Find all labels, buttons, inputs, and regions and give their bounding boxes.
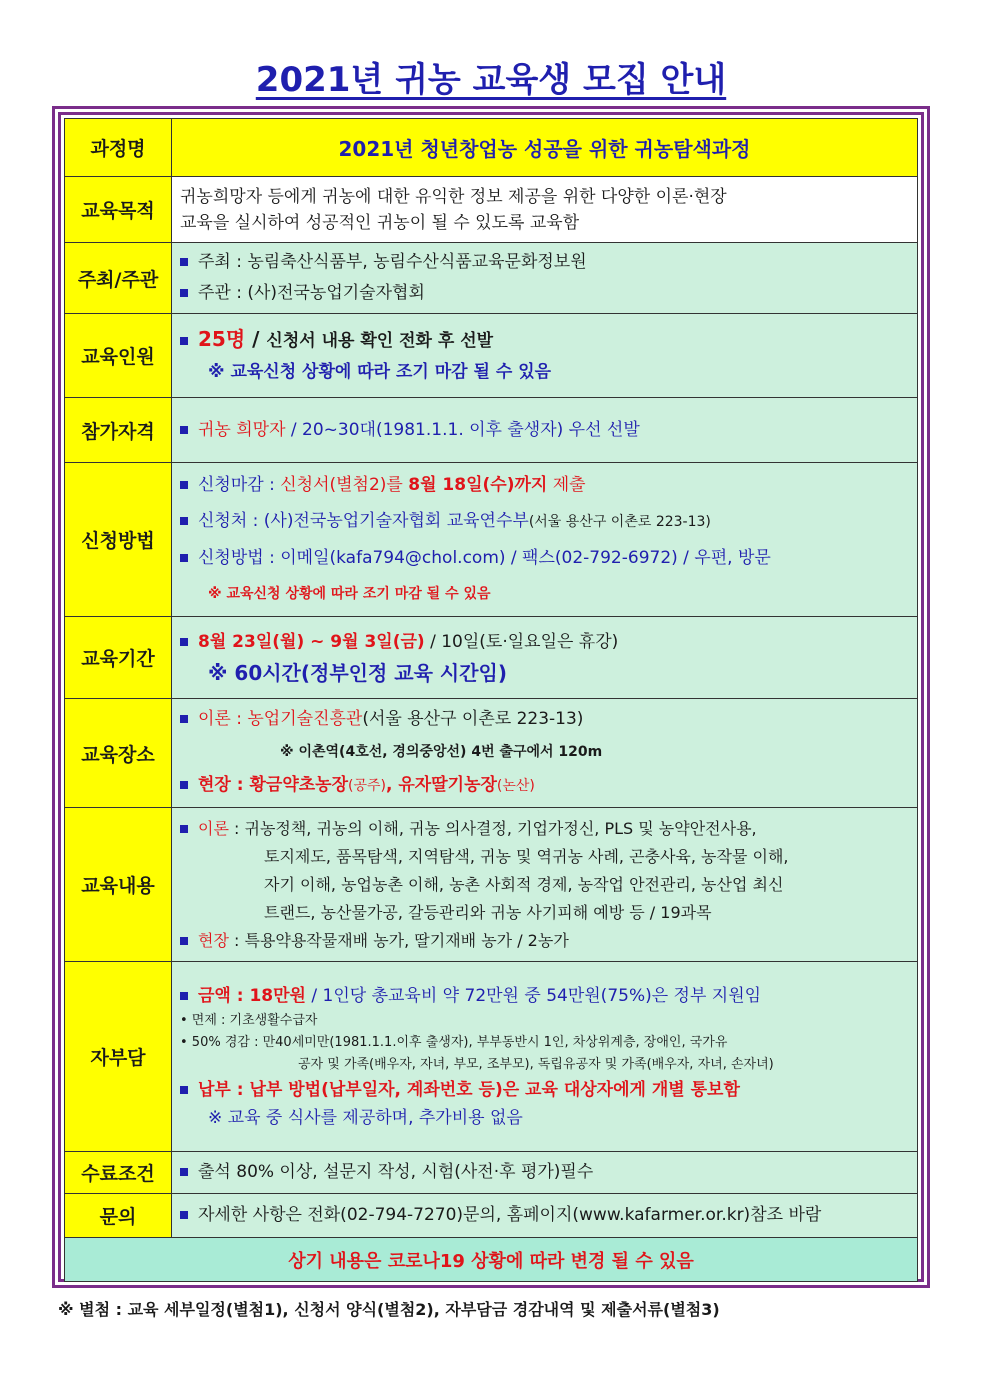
row-label: 참가자격 — [65, 398, 172, 463]
row-label: 과정명 — [65, 119, 172, 177]
row-host — [65, 243, 918, 314]
row-label: 교육내용 — [65, 808, 172, 962]
count-number: 25명 — [198, 326, 246, 351]
row-period — [65, 617, 918, 699]
place-theory-address: (서울 용산구 이촌로 223-13) — [362, 709, 584, 729]
bullet-icon — [180, 337, 188, 345]
period-dates: 8월 23일(월) ~ 9월 3일(금) — [198, 631, 425, 652]
apply-note: ※ 교육신청 상황에 따라 조기 마감 될 수 있음 — [208, 586, 491, 602]
apply-content — [172, 463, 918, 617]
bullet-icon — [180, 1211, 188, 1219]
place-field-1: 현장 : 황금약초농장 — [198, 775, 349, 795]
place-field-1-city: (공주) — [348, 778, 386, 794]
content-field-label: 현장 — [198, 930, 229, 950]
bullet-icon — [180, 937, 188, 945]
row-label: 교육목적 — [65, 177, 172, 243]
count-rest: 신청서 내용 확인 전화 후 선발 — [266, 330, 494, 351]
host-line: 주최 : 농림축산식품부, 농림수산식품교육문화정보원 — [198, 252, 587, 272]
fee-exemption: • 면제 : 기초생활수급자 — [180, 1012, 318, 1028]
bullet-icon — [180, 1086, 188, 1094]
row-label: 교육장소 — [65, 699, 172, 808]
fee-amount: 금액 : 18만원 — [198, 985, 306, 1006]
bullet-icon — [180, 554, 188, 562]
content-line: 토지제도, 품목탐색, 지역탐색, 귀농 및 역귀농 사례, 곤충사육, 농작물 이해, — [264, 846, 789, 866]
apply-deadline-label: 신청마감 : — [198, 475, 281, 495]
count-content — [172, 314, 918, 398]
fee-reduction-cont: 공자 및 가족(배우자, 자녀, 부모, 조부모), 독립유공자 및 가족(배우자, 자녀, 손자녀) — [298, 1056, 774, 1072]
row-apply — [65, 463, 918, 617]
inquiry-value: 자세한 사항은 전화(02-794-7270)문의, 홈페이지(www.kafarmer.or.kr)참조 바람 — [198, 1205, 822, 1225]
row-inquiry — [65, 1194, 918, 1238]
content-line: : 귀농정책, 귀농의 이해, 귀농 의사결정, 기업가정신, PLS 및 농약안전사용, — [228, 818, 757, 838]
period-content — [172, 617, 918, 699]
bullet-icon — [180, 426, 188, 434]
apply-deadline-submit: 제출 — [547, 475, 586, 495]
row-place — [65, 699, 918, 808]
inquiry-content — [172, 1194, 918, 1238]
row-qualification — [65, 398, 918, 463]
row-content — [65, 808, 918, 962]
fee-meal-note: ※ 교육 중 식사를 제공하며, 추가비용 없음 — [208, 1107, 523, 1128]
row-course — [65, 119, 918, 177]
slash: / — [245, 326, 267, 351]
fee-content — [172, 962, 918, 1152]
qualification-content — [172, 398, 918, 463]
content-line: 자기 이해, 농업농촌 이해, 농촌 사회적 경제, 농작업 안전관리, 농산업 최신 — [264, 874, 784, 894]
fee-payment: 납부 : 납부 방법(납부일자, 계좌번호 등)은 교육 대상자에게 개별 통보함 — [198, 1079, 740, 1100]
row-label: 신청방법 — [65, 463, 172, 617]
info-table — [64, 118, 918, 1282]
row-label: 교육기간 — [65, 617, 172, 699]
row-count — [65, 314, 918, 398]
apply-place: 신청처 : (사)전국농업기술자협회 교육연수부 — [198, 511, 529, 531]
bullet-icon — [180, 825, 188, 833]
content-line: 트랜드, 농산물가공, 갈등관리와 귀농 사기피해 예방 등 / 19과목 — [264, 902, 712, 922]
qualification-highlight: 귀농 희망자 — [198, 419, 286, 440]
apply-address: (서울 용산구 이촌로 223-13) — [528, 514, 711, 530]
fee-reduction: • 50% 경감 : 만40세미만(1981.1.1.이후 출생자), 부부동반시 1인, 차상위계층, 장애인, 국가유 — [180, 1034, 728, 1050]
content-theory-label: 이론 — [198, 818, 229, 838]
apply-deadline-form: 신청서(별첨2)를 — [280, 475, 409, 495]
purpose-line: 귀농희망자 등에게 귀농에 대한 유익한 정보 제공을 위한 다양한 이론·현장 — [180, 186, 727, 207]
bullet-icon — [180, 715, 188, 723]
apply-deadline-date: 8월 18일(수)까지 — [408, 475, 548, 495]
period-note: ※ 60시간(정부인정 교육 시간임) — [208, 660, 507, 685]
place-field-2: , 유자딸기농장 — [386, 775, 497, 795]
apply-method: 신청방법 : 이메일(kafa794@chol.com) / 팩스(02-792-6972) / 우편, 방문 — [198, 548, 771, 568]
host-line: 주관 : (사)전국농업기술자협회 — [198, 283, 425, 303]
place-field-2-city: (논산) — [496, 778, 535, 794]
bullet-icon — [180, 638, 188, 646]
bullet-icon — [180, 992, 188, 1000]
row-label: 자부담 — [65, 962, 172, 1152]
host-content — [172, 243, 918, 314]
row-bottom-note — [65, 1238, 918, 1282]
bullet-icon — [180, 481, 188, 489]
bullet-icon — [180, 781, 188, 789]
course-title: 2021년 청년창업농 성공을 위한 귀농탐색과정 — [172, 119, 918, 177]
fee-detail: / 1인당 총교육비 약 72만원 중 54만원(75%)은 정부 지원임 — [305, 985, 762, 1006]
row-label: 주최/주관 — [65, 243, 172, 314]
complete-content — [172, 1152, 918, 1194]
purpose-line: 교육을 실시하여 성공적인 귀농이 될 수 있도록 교육함 — [180, 212, 580, 233]
row-label: 문의 — [65, 1194, 172, 1238]
row-fee — [65, 962, 918, 1152]
qualification-rest: / 20~30대(1981.1.1. 이후 출생자) 우선 선발 — [285, 419, 640, 440]
complete-value: 출석 80% 이상, 설문지 작성, 시험(사전·후 평가)필수 — [198, 1162, 594, 1182]
period-rest: / 10일(토·일요일은 휴강) — [424, 631, 619, 652]
bullet-icon — [180, 258, 188, 266]
count-note: ※ 교육신청 상황에 따라 조기 마감 될 수 있음 — [208, 361, 552, 382]
bullet-icon — [180, 289, 188, 297]
place-content — [172, 699, 918, 808]
page-title: 2021년 귀농 교육생 모집 안내 — [255, 60, 727, 100]
row-label: 교육인원 — [65, 314, 172, 398]
place-directions: ※ 이촌역(4호선, 경의중앙선) 4번 출구에서 120m — [280, 744, 603, 760]
row-purpose — [65, 177, 918, 243]
purpose-content — [172, 177, 918, 243]
bullet-icon — [180, 1168, 188, 1176]
row-complete — [65, 1152, 918, 1194]
row-label: 수료조건 — [65, 1152, 172, 1194]
content-content — [172, 808, 918, 962]
bottom-note: 상기 내용은 코로나19 상황에 따라 변경 될 수 있음 — [65, 1238, 918, 1282]
footer-attachments: ※ 별첨 : 교육 세부일정(별첨1), 신청서 양식(별첨2), 자부담금 경감내역 및 제출서류(별첨3) — [58, 1300, 720, 1319]
bullet-icon — [180, 517, 188, 525]
place-theory: 이론 : 농업기술진흥관 — [198, 709, 363, 729]
content-line: : 특용약용작물재배 농가, 딸기재배 농가 / 2농가 — [228, 930, 569, 950]
